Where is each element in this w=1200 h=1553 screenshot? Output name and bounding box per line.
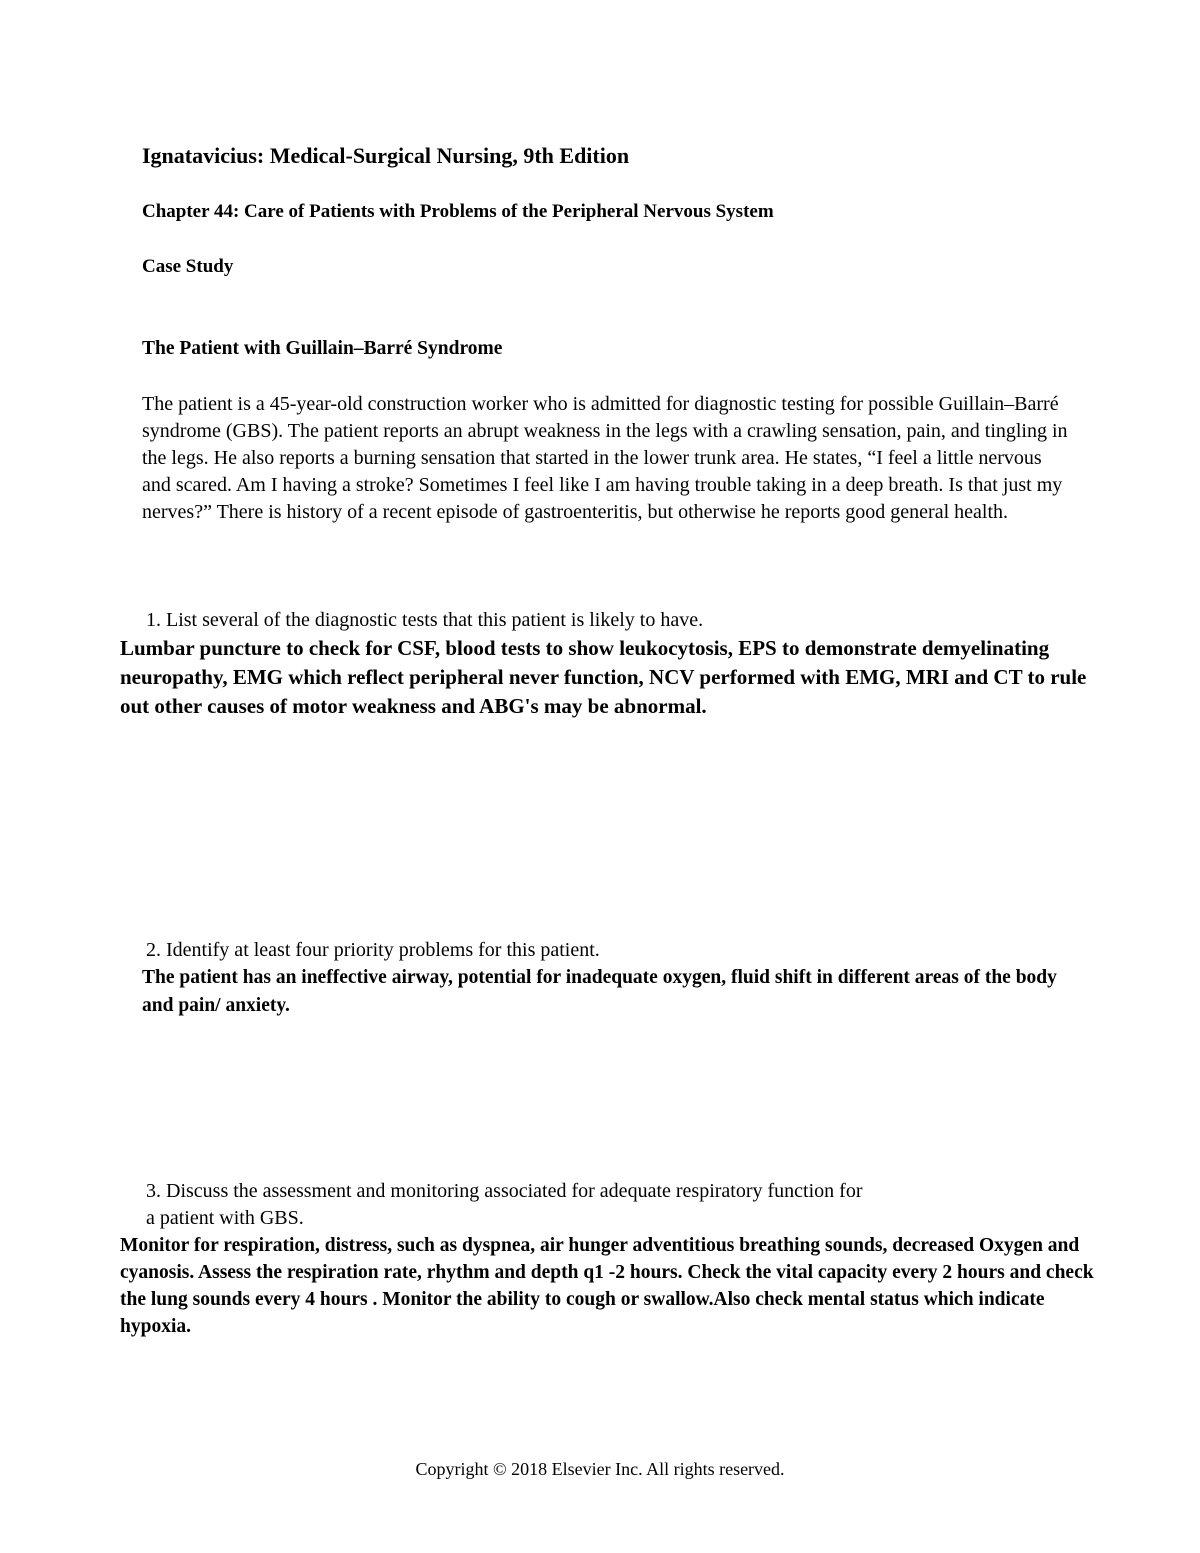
section-label: Case Study — [142, 256, 234, 277]
answer-1: Lumbar puncture to check for CSF, blood tests to show leukocytosis, EPS to demonstrate demyelinating neuropathy, EMG which reflect peripheral never function, NCV performed with EMG, MRI and CT to rule out other causes of motor weakness and ABG's may be abnormal. — [120, 636, 1087, 718]
case-title: The Patient with Guillain–Barré Syndrome — [142, 338, 503, 359]
chapter-title: Chapter 44: Care of Patients with Problems of the Peripheral Nervous System — [142, 201, 774, 222]
copyright-footer: Copyright © 2018 Elsevier Inc. All rights reserved. — [415, 1459, 785, 1479]
book-title: Ignatavicius: Medical-Surgical Nursing, 9th Edition — [142, 143, 630, 168]
question-2: 2. Identify at least four priority problems for this patient. — [146, 939, 600, 961]
question-3-line-1: 3. Discuss the assessment and monitoring associated for adequate respiratory function for — [146, 1180, 863, 1202]
question-3-line-2: a patient with GBS. — [146, 1207, 304, 1229]
question-1: 1. List several of the diagnostic tests that this patient is likely to have. — [146, 609, 704, 631]
question-3 — [146, 1178, 1006, 1232]
answer-2: The patient has an ineffective airway, potential for inadequate oxygen, fluid shift in different areas of the body and pain/ anxiety. — [142, 967, 1057, 1016]
case-scenario: The patient is a 45-year-old construction worker who is admitted for diagnostic testing for possible Guillain–Barré syndrome (GBS). The patient reports an abrupt weakness in the legs with a crawling sensation, pain, and tingling in the legs. He also reports a burning sensation that started in the lower trunk area. He states, “I feel a little nervous and scared. Am I having a stroke? Sometimes I feel like I am having trouble taking in a deep breath. Is that just my nerves?” There is history of a recent episode of gastroenteritis, but otherwise he reports good general health. — [142, 393, 1068, 523]
answer-3: Monitor for respiration, distress, such as dyspnea, air hunger adventitious breathing sounds, decreased Oxygen and cyanosis. Assess the respiration rate, rhythm and depth q1 -2 hours. Check the vital capacity every 2 hours and check the lung sounds every 4 hours . Monitor the ability to cough or swallow.Also check mental status which indicate hypoxia. — [120, 1235, 1094, 1337]
